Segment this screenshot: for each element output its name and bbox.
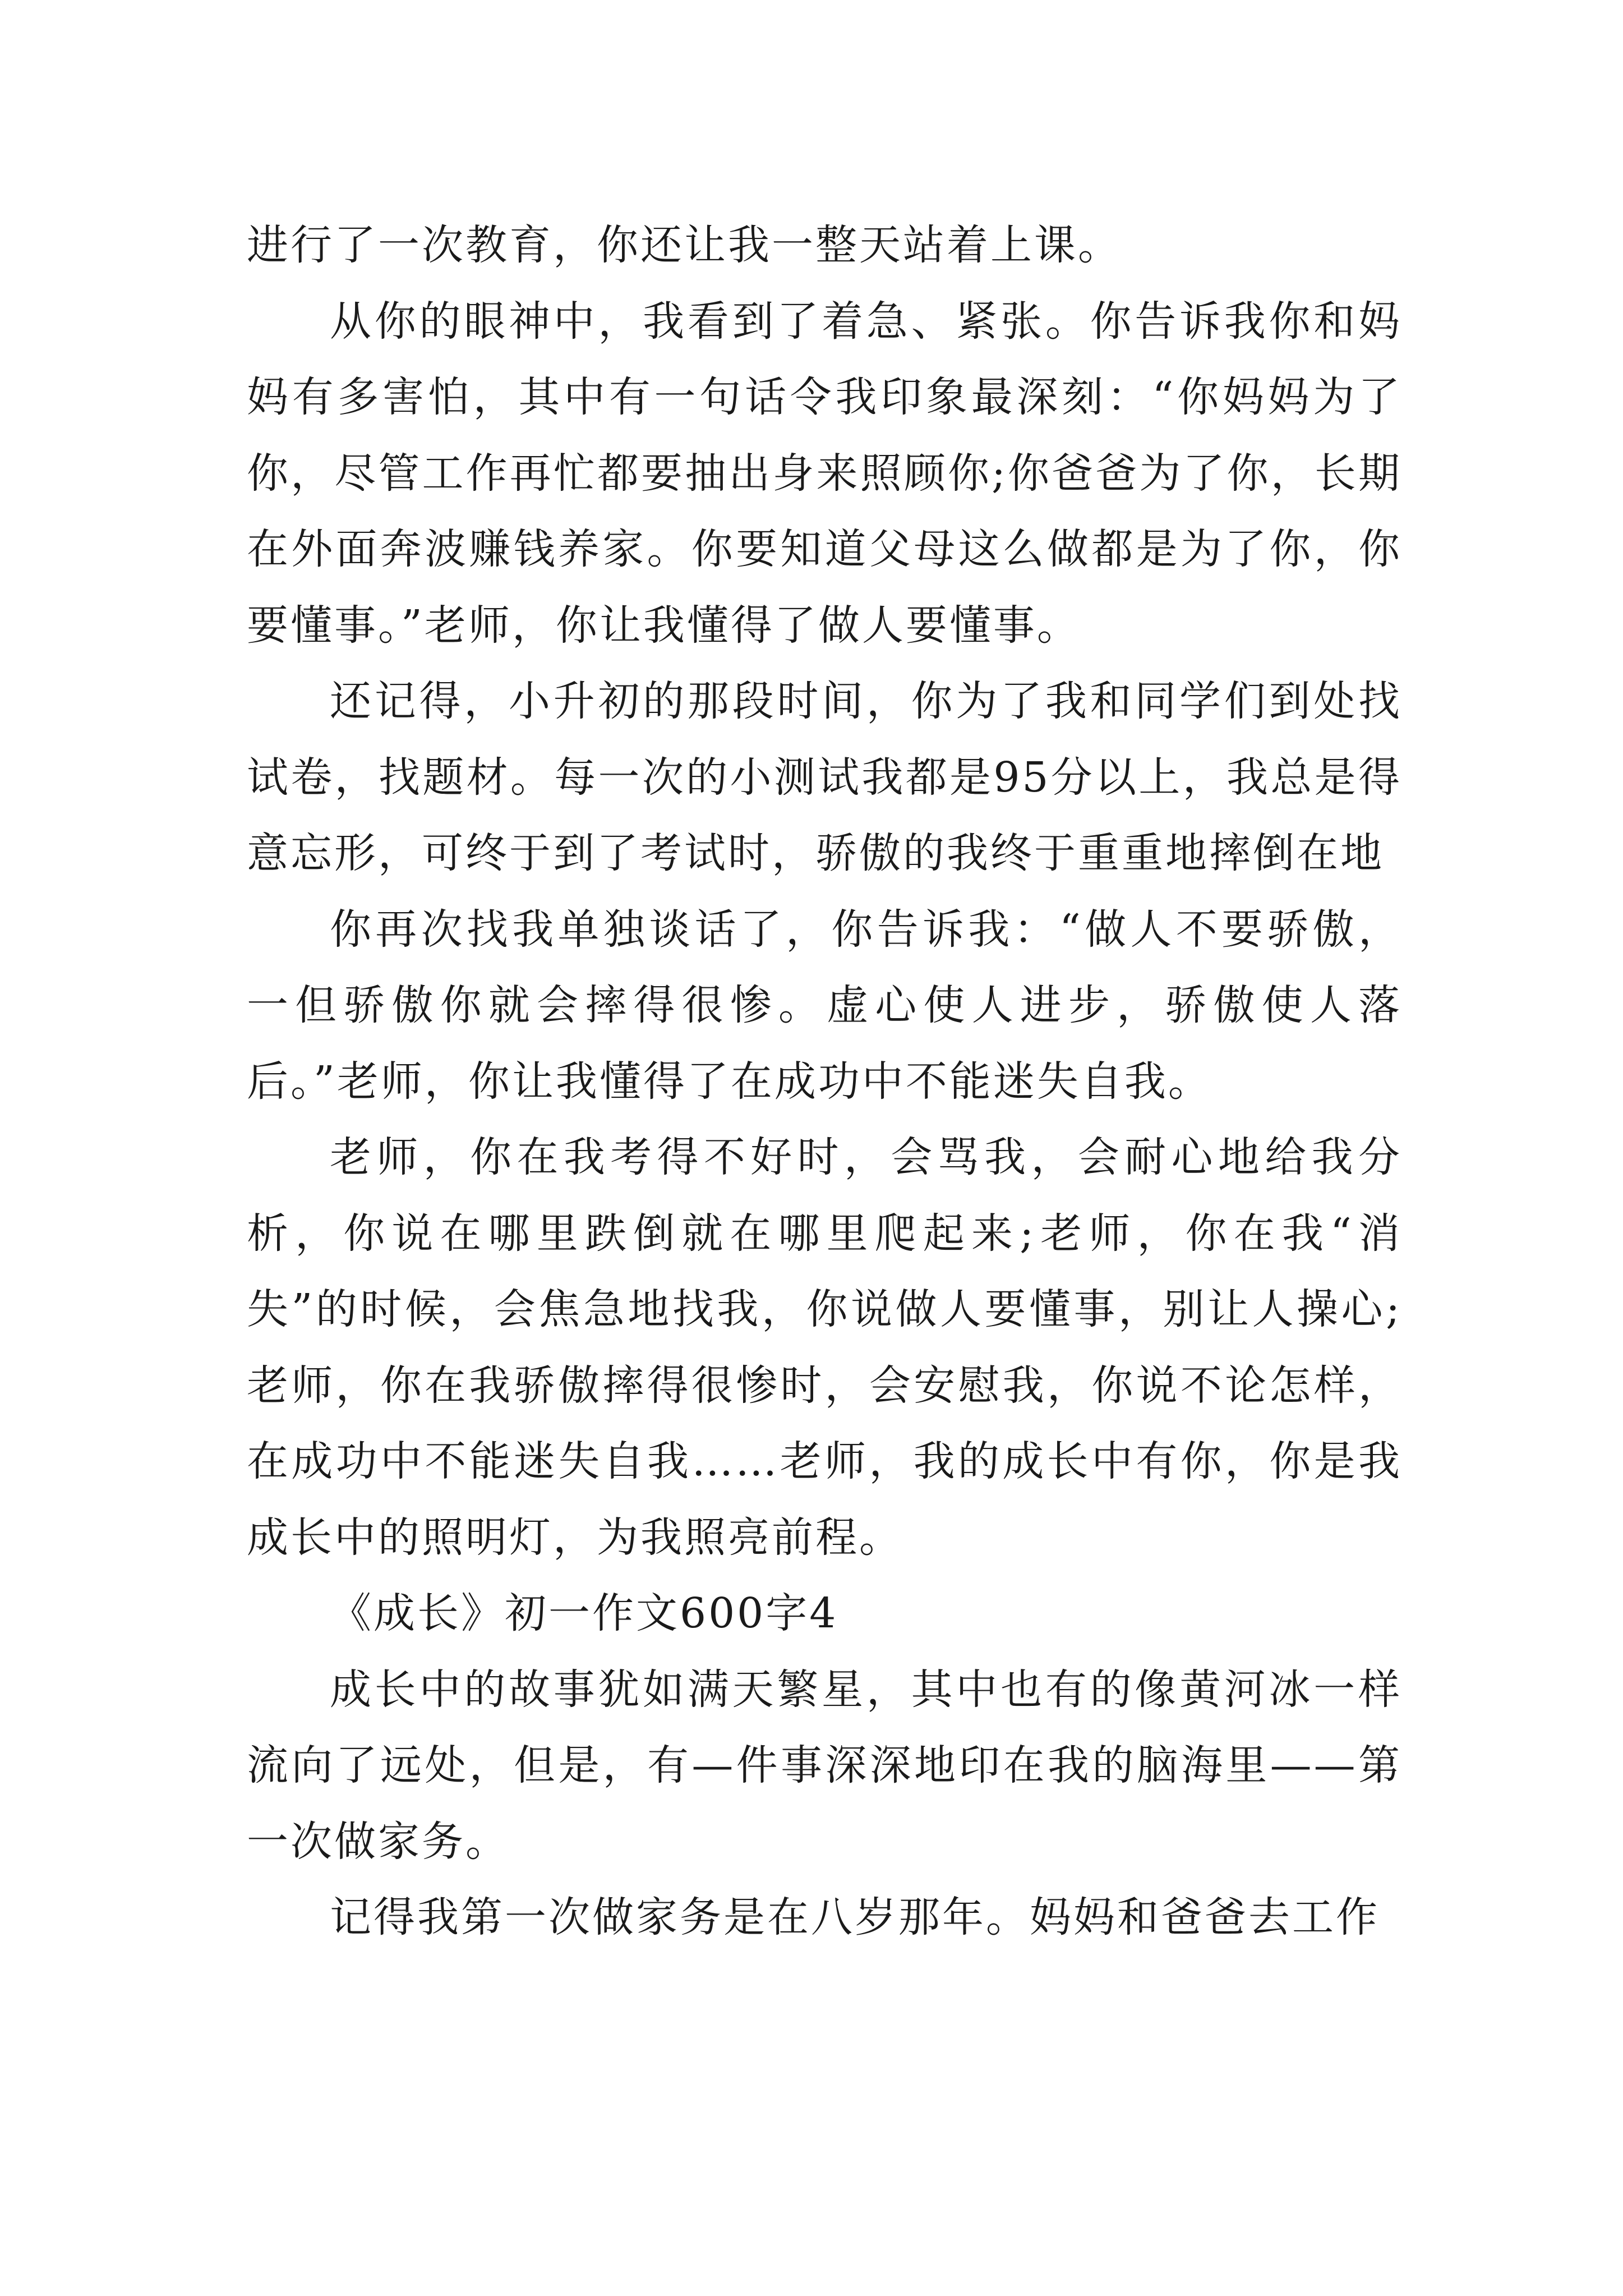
paragraph: 从你的眼神中，我看到了着急、紧张。你告诉我你和妈妈有多害怕，其中有一句话令我印象最深刻：“你妈妈为了你，尽管工作再忙都要抽出身来照顾你;你爸爸为了你，长期在外面奔波赚钱养家。你要知道父母这么做都是为了你，你要懂事。”老师，你让我懂得了做人要懂事。 <box>247 297 1402 650</box>
paragraph-continuation: 进行了一次教育，你还让我一整天站着上课。 <box>247 221 1122 269</box>
section-heading: 《成长》初一作文600字4 <box>330 1589 838 1637</box>
paragraph: 记得我第一次做家务是在八岁那年。妈妈和爸爸去工作 <box>330 1893 1380 1941</box>
paragraph: 你再次找我单独谈话了，你告诉我：“做人不要骄傲，一但骄傲你就会摔得很惨。虚心使人进步，骄傲使人落后。”老师，你让我懂得了在成功中不能迷失自我。 <box>247 905 1402 1106</box>
document-body <box>247 208 1402 1956</box>
paragraph: 老师，你在我考得不好时，会骂我，会耐心地给我分析，你说在哪里跌倒就在哪里爬起来;老师，你在我“消失”的时候，会焦急地找我，你说做人要懂事，别让人操心;老师，你在我骄傲摔得很惨时，会安慰我，你说不论怎样，在成功中不能迷失自我……老师，我的成长中有你，你是我成长中的照明灯，为我照亮前程。 <box>247 1133 1402 1562</box>
paragraph: 成长中的故事犹如满天繁星，其中也有的像黄河冰一样流向了远处，但是，有—件事深深地印在我的脑海里——第一次做家务。 <box>247 1665 1402 1866</box>
paragraph: 还记得，小升初的那段时间，你为了我和同学们到处找试卷，找题材。每一次的小测试我都是95分以上，我总是得意忘形，可终于到了考试时，骄傲的我终于重重地摔倒在地 <box>247 677 1402 877</box>
